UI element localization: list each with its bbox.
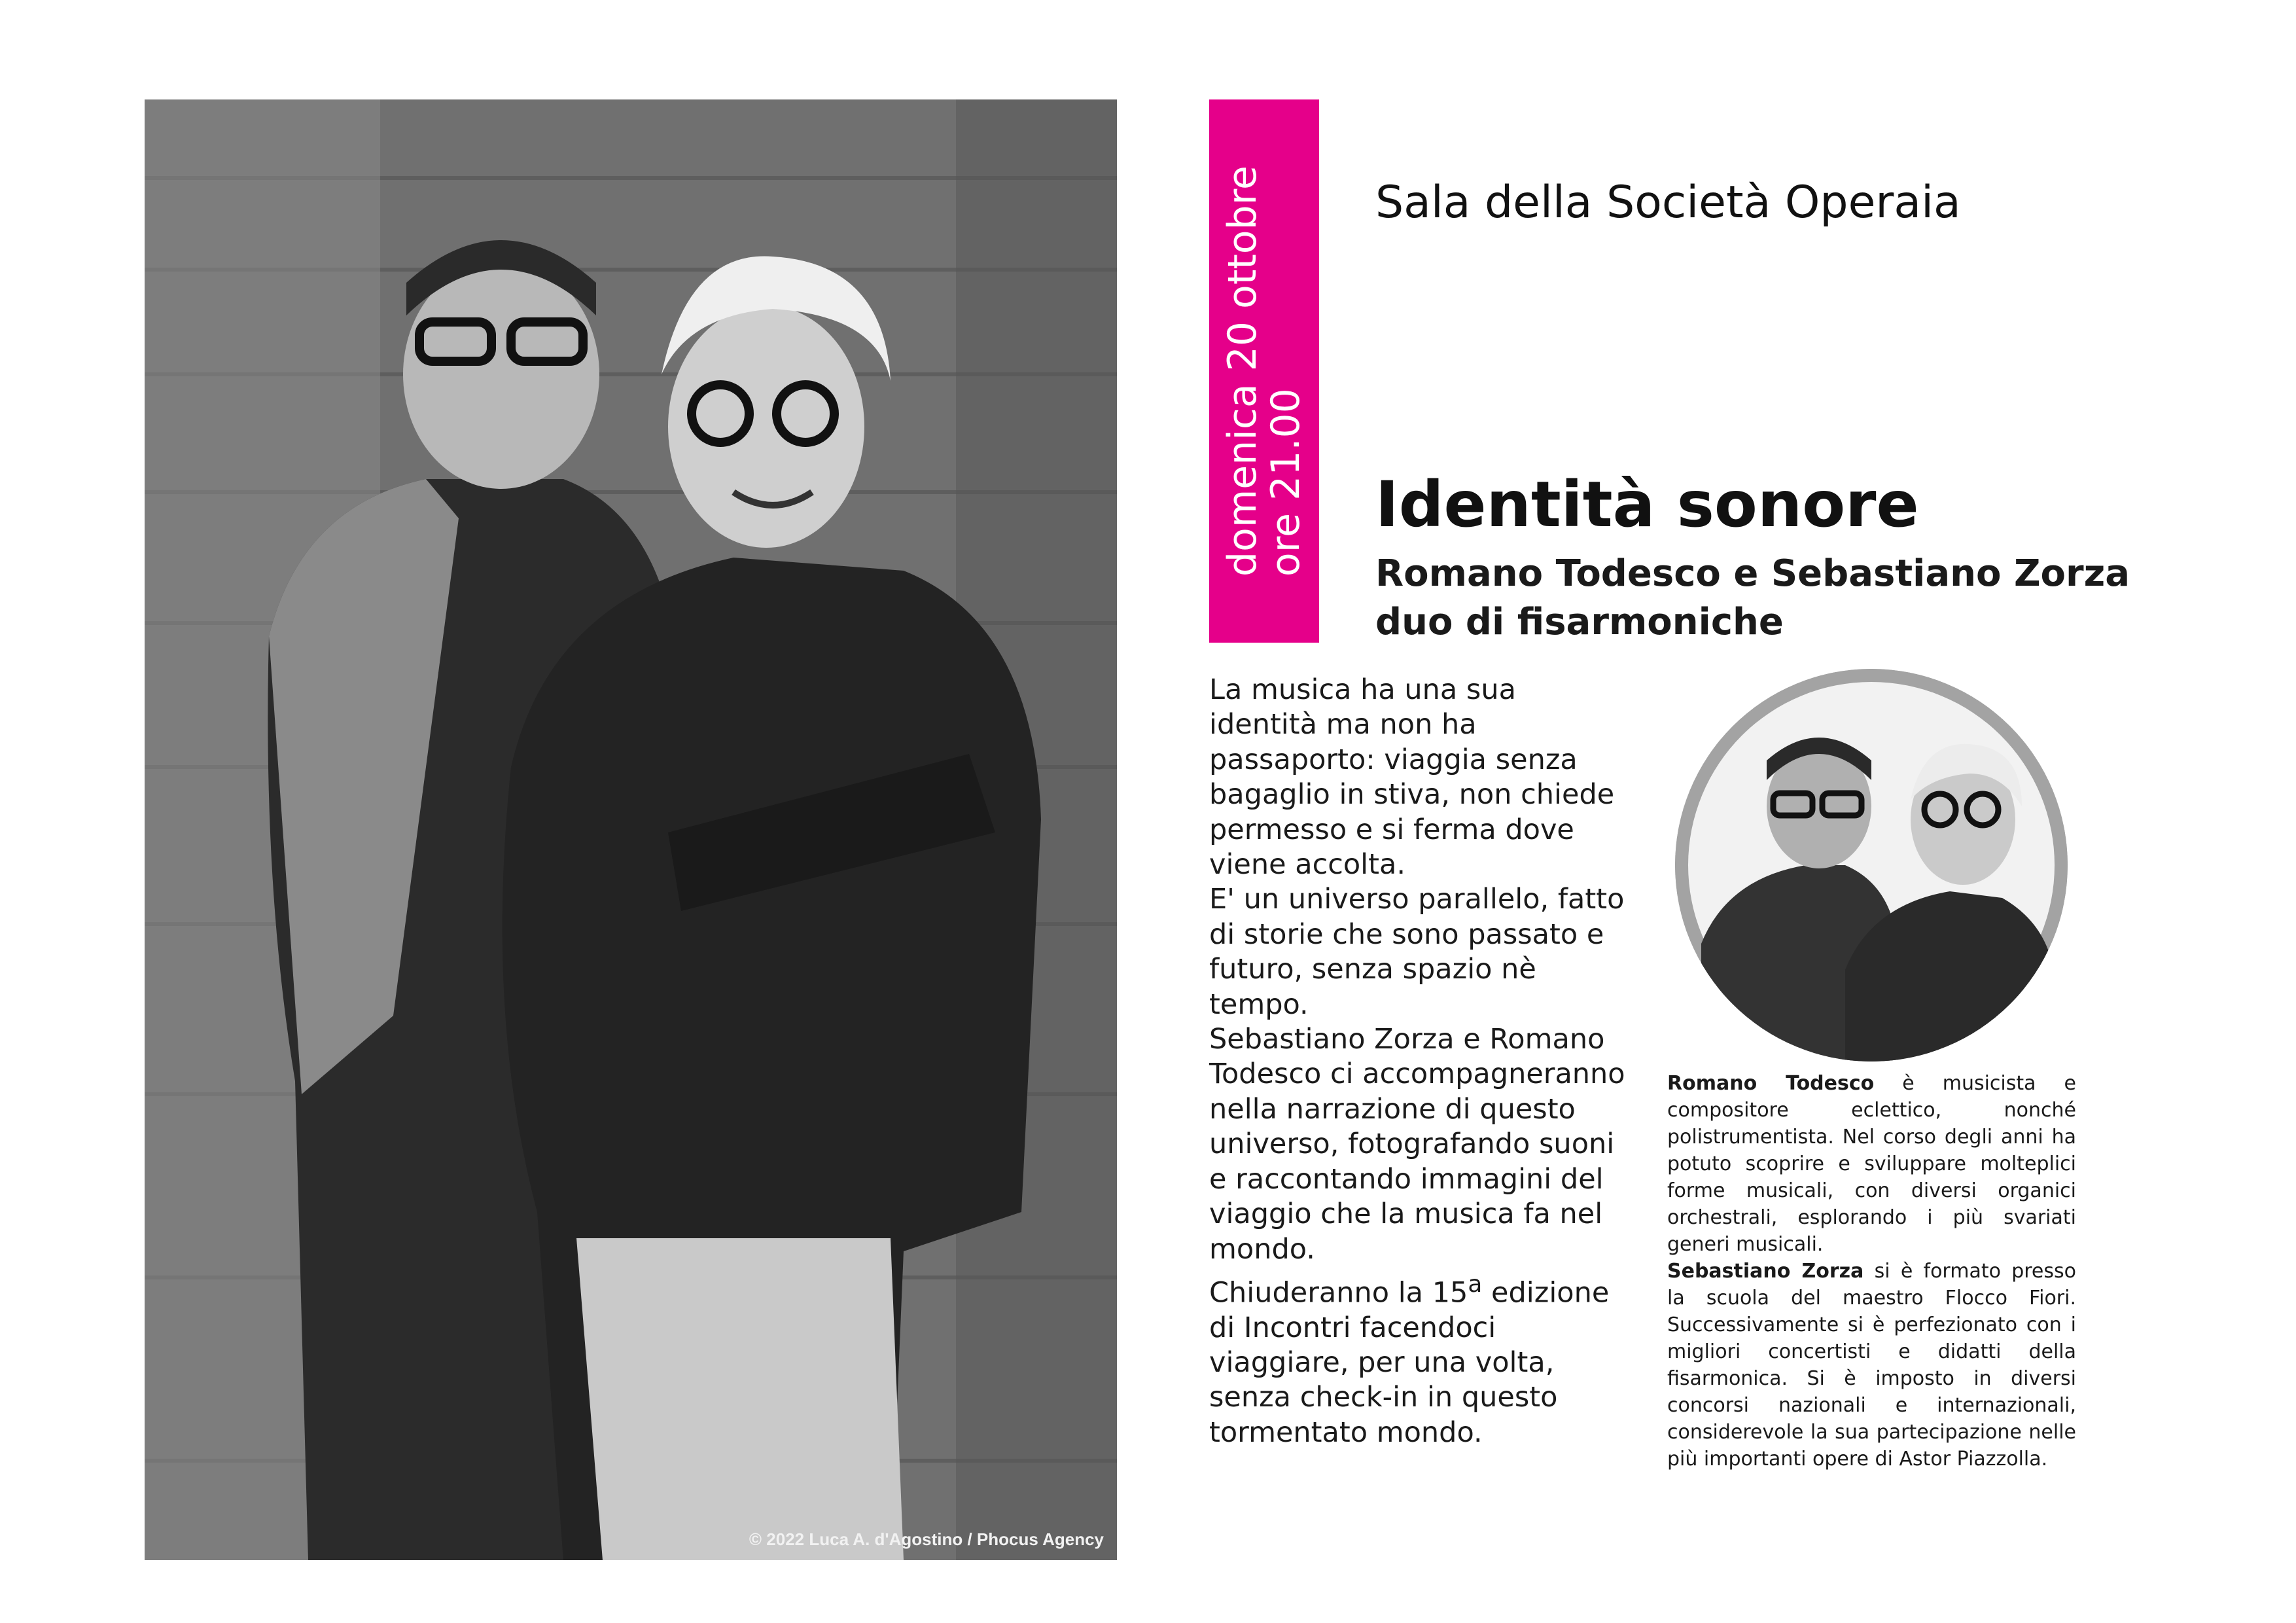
description-paragraph: La musica ha una sua identità ma non ha passaporto: viaggia senza bagaglio in stiva, non chiede permesso e si ferma dove viene accolta. (1209, 673, 1615, 882)
performer-bios (1667, 1070, 2076, 1472)
event-title: Identità sonore (1375, 468, 1919, 541)
bio-text: si è formato presso la scuola del maestro Flocco Fiori. Successivamente si è perfezionato con i migliori concertisti e didatti della fisarmonica. Si è imposto in diversi concorsi nazionali e internazionali, considerevole la sua partecipazione nelle più importanti opere di Astor Piazzolla. (1667, 1260, 2076, 1471)
description-text: Chiuderanno la 15 (1209, 1276, 1468, 1310)
musicians-portrait-illustration (1675, 669, 2068, 1061)
main-photo (145, 99, 1117, 1560)
bio-zorza (1667, 1258, 2076, 1472)
bio-text: è musicista e compositore eclettico, nonché polistrumentista. Nel corso degli anni ha potuto scoprire e sviluppare molteplici forme musicali, con diversi organici orchestrali, esplorando i più svariati generi musicali. (1667, 1072, 2076, 1256)
bio-name: Sebastiano Zorza (1667, 1260, 1864, 1283)
photo-credit: © 2022 Luca A. d'Agostino / Phocus Agency (749, 1529, 1104, 1549)
ordinal-superscript: a (1468, 1270, 1483, 1298)
time-line: ore 21.00 (1263, 388, 1309, 577)
date-line: domenica 20 ottobre (1220, 166, 1265, 577)
description-paragraph: Sebastiano Zorza e Romano Todesco ci accompagneranno nella narrazione di questo universo, fotografando suoni e raccontando immagini del viaggio che la musica fa nel mondo. (1209, 1023, 1625, 1266)
subtitle-ensemble: duo di fisarmoniche (1375, 601, 1784, 643)
bio-name: Romano Todesco (1667, 1072, 1875, 1095)
date-banner (1209, 99, 1319, 643)
bio-todesco (1667, 1070, 2076, 1258)
subtitle-performers: Romano Todesco e Sebastiano Zorza (1375, 552, 2130, 595)
event-subtitle (1375, 550, 2226, 647)
event-description (1209, 673, 1628, 1450)
date-text (1221, 166, 1307, 577)
description-text: edizione di Incontri facendoci viaggiare, per una volta, senza check-in in questo tormentato mondo. (1209, 1276, 1610, 1449)
description-paragraph (1209, 1267, 1628, 1450)
musicians-photo-illustration (145, 99, 1117, 1560)
round-photo (1675, 669, 2068, 1061)
description-paragraph: E' un universo parallelo, fatto di storie che sono passato e futuro, senza spazio nè tempo. (1209, 883, 1625, 1021)
venue: Sala della Società Operaia (1375, 177, 1961, 228)
